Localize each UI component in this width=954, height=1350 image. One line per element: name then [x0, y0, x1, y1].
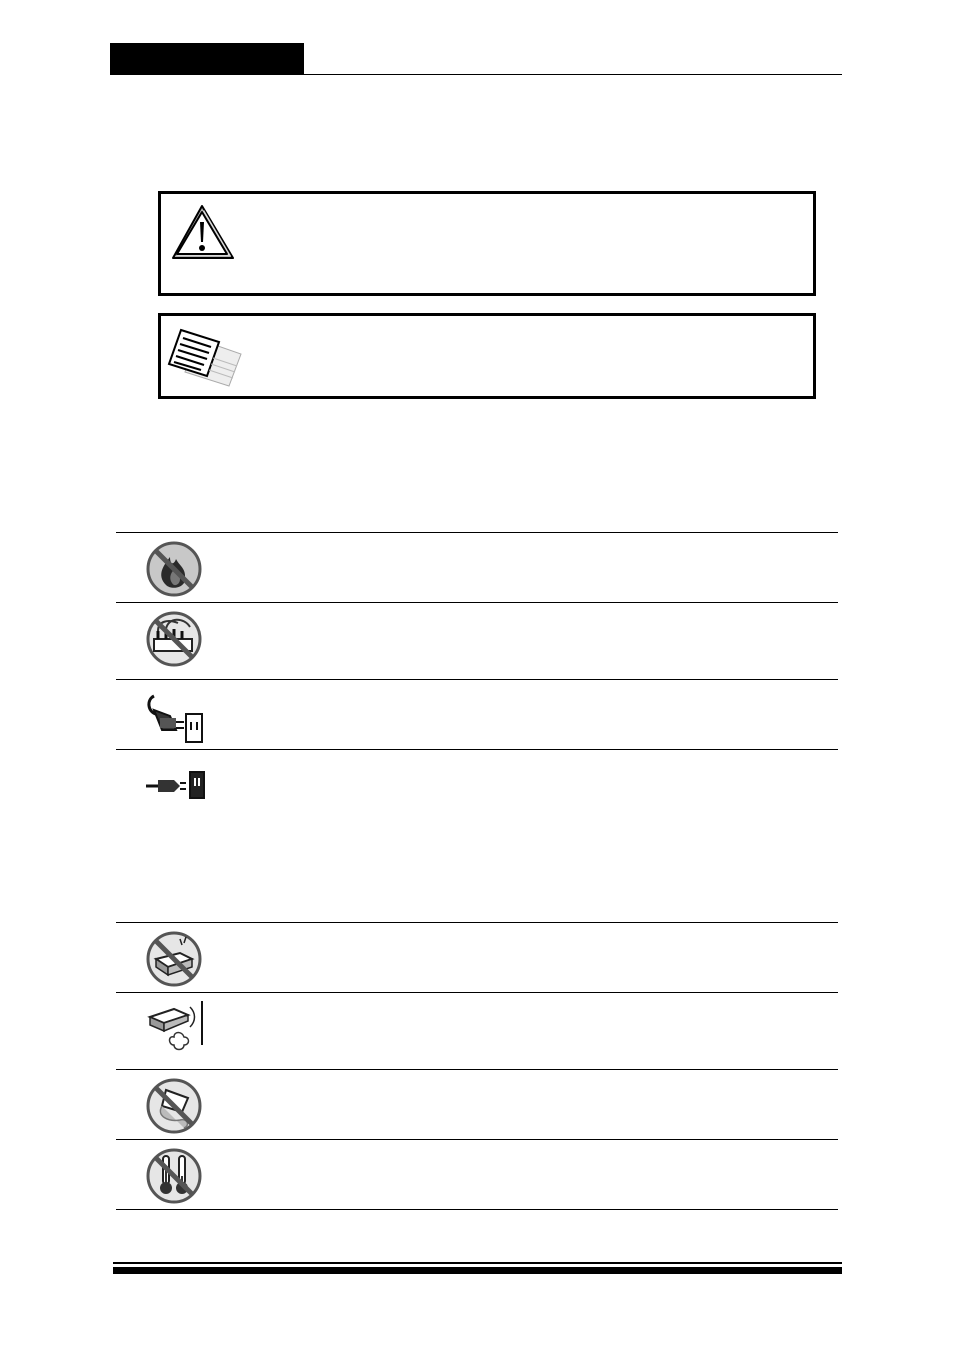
safety-row: [116, 680, 838, 750]
warning-icon: [167, 202, 237, 267]
no-liquid-icon: [144, 1076, 208, 1140]
safety-row: [116, 750, 838, 923]
safety-row: [116, 1070, 838, 1140]
safety-table: [116, 532, 838, 1210]
safety-row: [116, 533, 838, 603]
unplug-icon: [144, 756, 208, 820]
no-overloaded-outlet-icon: [144, 609, 208, 673]
warning-box: [158, 191, 816, 296]
no-disassemble-icon: [144, 929, 208, 993]
header-tab: [110, 43, 304, 75]
note-paper-icon: [167, 324, 247, 393]
header-rule: [110, 74, 842, 75]
safety-row: [116, 603, 838, 680]
no-fire-icon: [144, 539, 208, 603]
footer-rule-thin: [113, 1262, 842, 1264]
grounded-plug-icon: [144, 686, 208, 750]
footer-rule-thick: [113, 1267, 842, 1274]
no-extreme-temperature-icon: [144, 1146, 208, 1210]
safety-row: [116, 993, 838, 1070]
safety-row: [116, 923, 838, 993]
note-box: [158, 313, 816, 399]
ventilation-clearance-icon: [144, 999, 208, 1063]
safety-row: [116, 1140, 838, 1210]
